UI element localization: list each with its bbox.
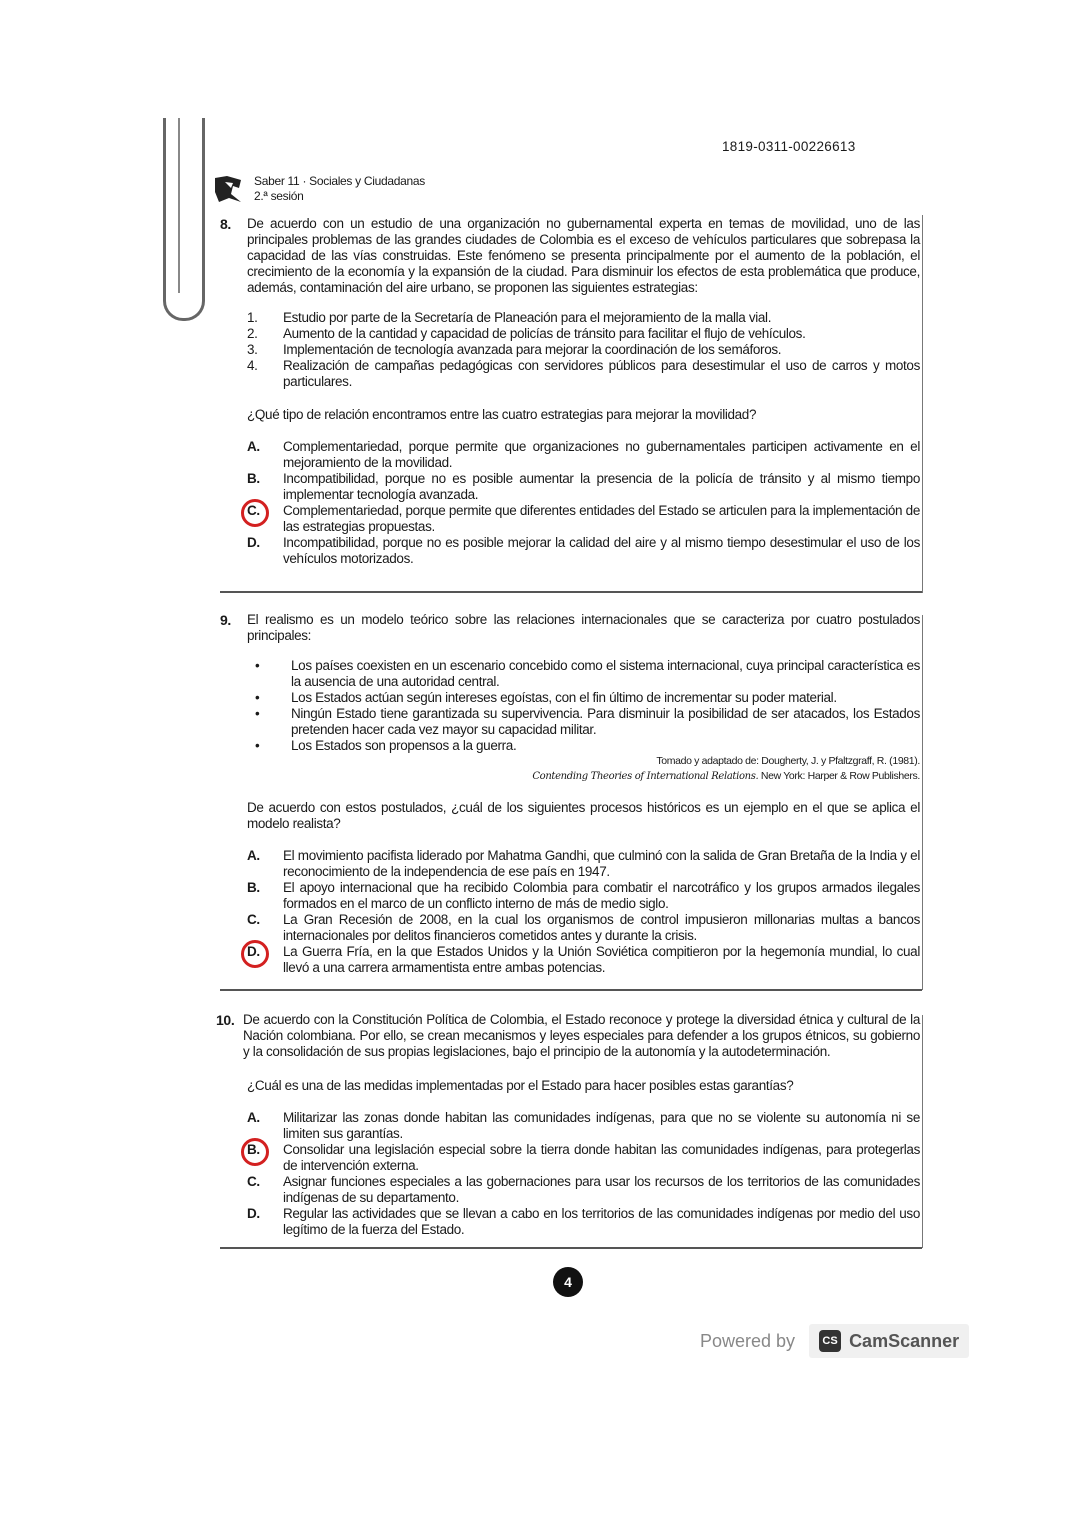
option-label: C. xyxy=(247,912,260,927)
bullet-icon: • xyxy=(255,738,260,753)
border-line xyxy=(922,615,923,990)
paper-clip-inner xyxy=(178,118,196,293)
option-text: Consolidar una legislación especial sobre la tierra donde habitan las comunidades indígenas, para protegerlas de intervención externa. xyxy=(283,1142,920,1173)
list-item: Aumento de la cantidad y capacidad de policías de tránsito para facilitar el flujo de vehículos. xyxy=(283,326,806,341)
item-number: 3. xyxy=(247,342,258,357)
question-number: 10. xyxy=(216,1012,235,1028)
list-item: Estudio por parte de la Secretaría de Planeación para el mejoramiento de la malla vial. xyxy=(283,310,772,325)
option-text: Complementariedad, porque permite que organizaciones no gubernamentales participen activamente en el mejoramiento de la movilidad. xyxy=(283,439,920,470)
option-label: B. xyxy=(247,471,260,486)
option-c[interactable] xyxy=(247,1174,920,1206)
option-text: Incompatibilidad, porque no es posible aumentar la presencia de la policía de tránsito y al mismo tiempo implementar tecnología avanzada. xyxy=(283,471,920,502)
document-code: 1819-0311-00226613 xyxy=(722,139,856,154)
option-text: La Guerra Fría, en la que Estados Unidos y la Unión Soviética compitieron por la hegemonía mundial, lo cual llevó a una carrera armamentista entre ambas potencias. xyxy=(283,944,920,975)
border-line xyxy=(922,215,923,593)
option-label: D. xyxy=(247,1206,260,1221)
option-text: Asignar funciones especiales a las gobernaciones para usar los recursos de los territorios de las comunidades indígenas de su departamento. xyxy=(283,1174,920,1205)
question-8 xyxy=(220,216,920,567)
camscanner-brand: CamScanner xyxy=(849,1330,960,1351)
answer-options xyxy=(220,1110,920,1238)
option-text: El movimiento pacifista liderado por Mahatma Gandhi, que culminó con la salida de Gran Bretaña de la India y el reconocimiento de la independencia de ese país en 1947. xyxy=(283,848,920,879)
question-stem: El realismo es un modelo teórico sobre las relaciones internacionales que se caracteriza por cuatro postulados principales: xyxy=(247,612,920,643)
option-text: Complementariedad, porque permite que diferentes entidades del Estado se articulen para la implementación de las estrategias propuestas. xyxy=(283,503,920,534)
list-item: Los países coexisten en un escenario concebido como el sistema internacional, cuya principal característica es la ausencia de una autoridad central. xyxy=(291,658,920,689)
question-10 xyxy=(216,1012,920,1238)
camscanner-watermark xyxy=(700,1324,969,1358)
question-prompt: De acuerdo con estos postulados, ¿cuál de los siguientes procesos históricos es un ejemplo en el que se aplica el modelo realista? xyxy=(247,800,920,831)
answer-options xyxy=(220,439,920,567)
option-text: Regular las actividades que se llevan a cabo en los territorios de las comunidades indígenas por medio del uso legítimo de la fuerza del Estado. xyxy=(283,1206,920,1237)
option-a[interactable] xyxy=(247,439,920,471)
item-number: 2. xyxy=(247,326,258,341)
question-number: 8. xyxy=(220,216,231,232)
option-label: B. xyxy=(247,880,260,895)
question-number: 9. xyxy=(220,612,231,628)
option-text: Militarizar las zonas donde habitan las comunidades indígenas, para que no se violente su autonomía ni se limiten sus garantías. xyxy=(283,1110,920,1141)
divider xyxy=(220,591,922,593)
option-text: Incompatibilidad, porque no es posible mejorar la calidad del aire y al mismo tiempo desestimular el uso de los vehículos motorizados. xyxy=(283,535,920,566)
bullet-icon: • xyxy=(255,690,260,705)
item-number: 1. xyxy=(247,310,258,325)
bullet-icon: • xyxy=(255,658,260,673)
exam-title: Saber 11 · Sociales y Ciudadanas xyxy=(254,174,425,188)
list-item: Los Estados son propensos a la guerra. xyxy=(291,738,517,753)
list-item: Realización de campañas pedagógicas con servidores públicos para desestimular el uso de carros y motos particulares. xyxy=(283,358,920,389)
camscanner-badge xyxy=(809,1324,969,1358)
option-text: La Gran Recesión de 2008, en la cual los organismos de control impusieron millonarias multas a bancos internacionales por delitos financieros cometidos antes y durante la crisis. xyxy=(283,912,920,943)
option-b-marked[interactable] xyxy=(247,1142,920,1174)
citation-authors: Tomado y adaptado de: Dougherty, J. y Pfaltzgraff, R. (1981). xyxy=(656,755,920,767)
option-d-marked[interactable] xyxy=(247,944,920,976)
answer-circle-mark: D. xyxy=(247,944,260,959)
postulates-list xyxy=(220,658,920,754)
option-label: A. xyxy=(247,439,260,454)
camscanner-logo-icon: CS xyxy=(819,1330,841,1352)
list-item: Los Estados actúan según intereses egoístas, con el fin último de incrementar su poder material. xyxy=(291,690,837,705)
option-text: El apoyo internacional que ha recibido Colombia para combatir el narcotráfico y los grupos armados ilegales formados en el marco de un conflicto interno de más de medio siglo. xyxy=(283,880,920,911)
source-citation xyxy=(220,754,920,784)
divider xyxy=(220,1247,922,1249)
citation-publisher: New York: Harper & Row Publishers. xyxy=(758,770,920,782)
option-label: C. xyxy=(247,1174,260,1189)
option-label: A. xyxy=(247,1110,260,1125)
bullet-icon: • xyxy=(255,706,260,721)
option-b[interactable] xyxy=(247,880,920,912)
divider xyxy=(220,989,922,991)
answer-circle-mark: B. xyxy=(247,1142,260,1157)
list-item: Implementación de tecnología avanzada para mejorar la coordinación de los semáforos. xyxy=(283,342,782,357)
answer-options xyxy=(220,848,920,976)
strategy-list xyxy=(220,310,920,390)
list-item: Ningún Estado tiene garantizada su supervivencia. Para disminuir la posibilidad de ser atacados, los Estados pretenden hacer cada vez mayor su capacidad militar. xyxy=(291,706,920,737)
question-prompt: ¿Cuál es una de las medidas implementadas por el Estado para hacer posibles estas garantías? xyxy=(247,1078,794,1093)
item-number: 4. xyxy=(247,358,258,373)
icfes-logo-icon xyxy=(213,174,243,204)
option-label: A. xyxy=(247,848,260,863)
exam-session: 2.ª sesión xyxy=(254,189,304,203)
exam-header xyxy=(254,174,425,204)
option-d[interactable] xyxy=(247,1206,920,1238)
question-9 xyxy=(220,612,920,976)
option-b[interactable] xyxy=(247,471,920,503)
question-stem: De acuerdo con la Constitución Política de Colombia, el Estado reconoce y protege la diversidad étnica y cultural de la Nación colombiana. Por ello, se crean mecanismos y leyes especiales para defender a los grupos étnicos, su gobierno y la consolidación de sus propias legislaciones, bajo el principio de la autonomía y la autodeterminación. xyxy=(243,1012,920,1059)
option-d[interactable] xyxy=(247,535,920,567)
option-c[interactable] xyxy=(247,912,920,944)
powered-by-text: Powered by xyxy=(700,1330,796,1351)
answer-circle-mark: C. xyxy=(247,503,260,518)
citation-title: Contending Theories of International Relations. xyxy=(532,771,759,782)
option-a[interactable] xyxy=(247,1110,920,1142)
question-stem: De acuerdo con un estudio de una organización no gubernamental experta en temas de movilidad, uno de las principales problemas de las grandes ciudades de Colombia es el exceso de vehículos particulares que sobrepasa la capacidad de las vías construidas. Este fenómeno se presenta principalmente por el aumento de la población, el crecimiento de la economía y la expansión de la ciudad. Para disminuir los efectos de esta problemática que produce, además, contaminación del aire urbano, se proponen las siguientes estrategias: xyxy=(247,216,920,295)
page-number: 4 xyxy=(553,1267,583,1297)
option-label: D. xyxy=(247,535,260,550)
option-c-marked[interactable] xyxy=(247,503,920,535)
option-a[interactable] xyxy=(247,848,920,880)
border-line xyxy=(922,1015,923,1248)
question-prompt: ¿Qué tipo de relación encontramos entre las cuatro estrategias para mejorar la movilidad? xyxy=(247,407,757,422)
